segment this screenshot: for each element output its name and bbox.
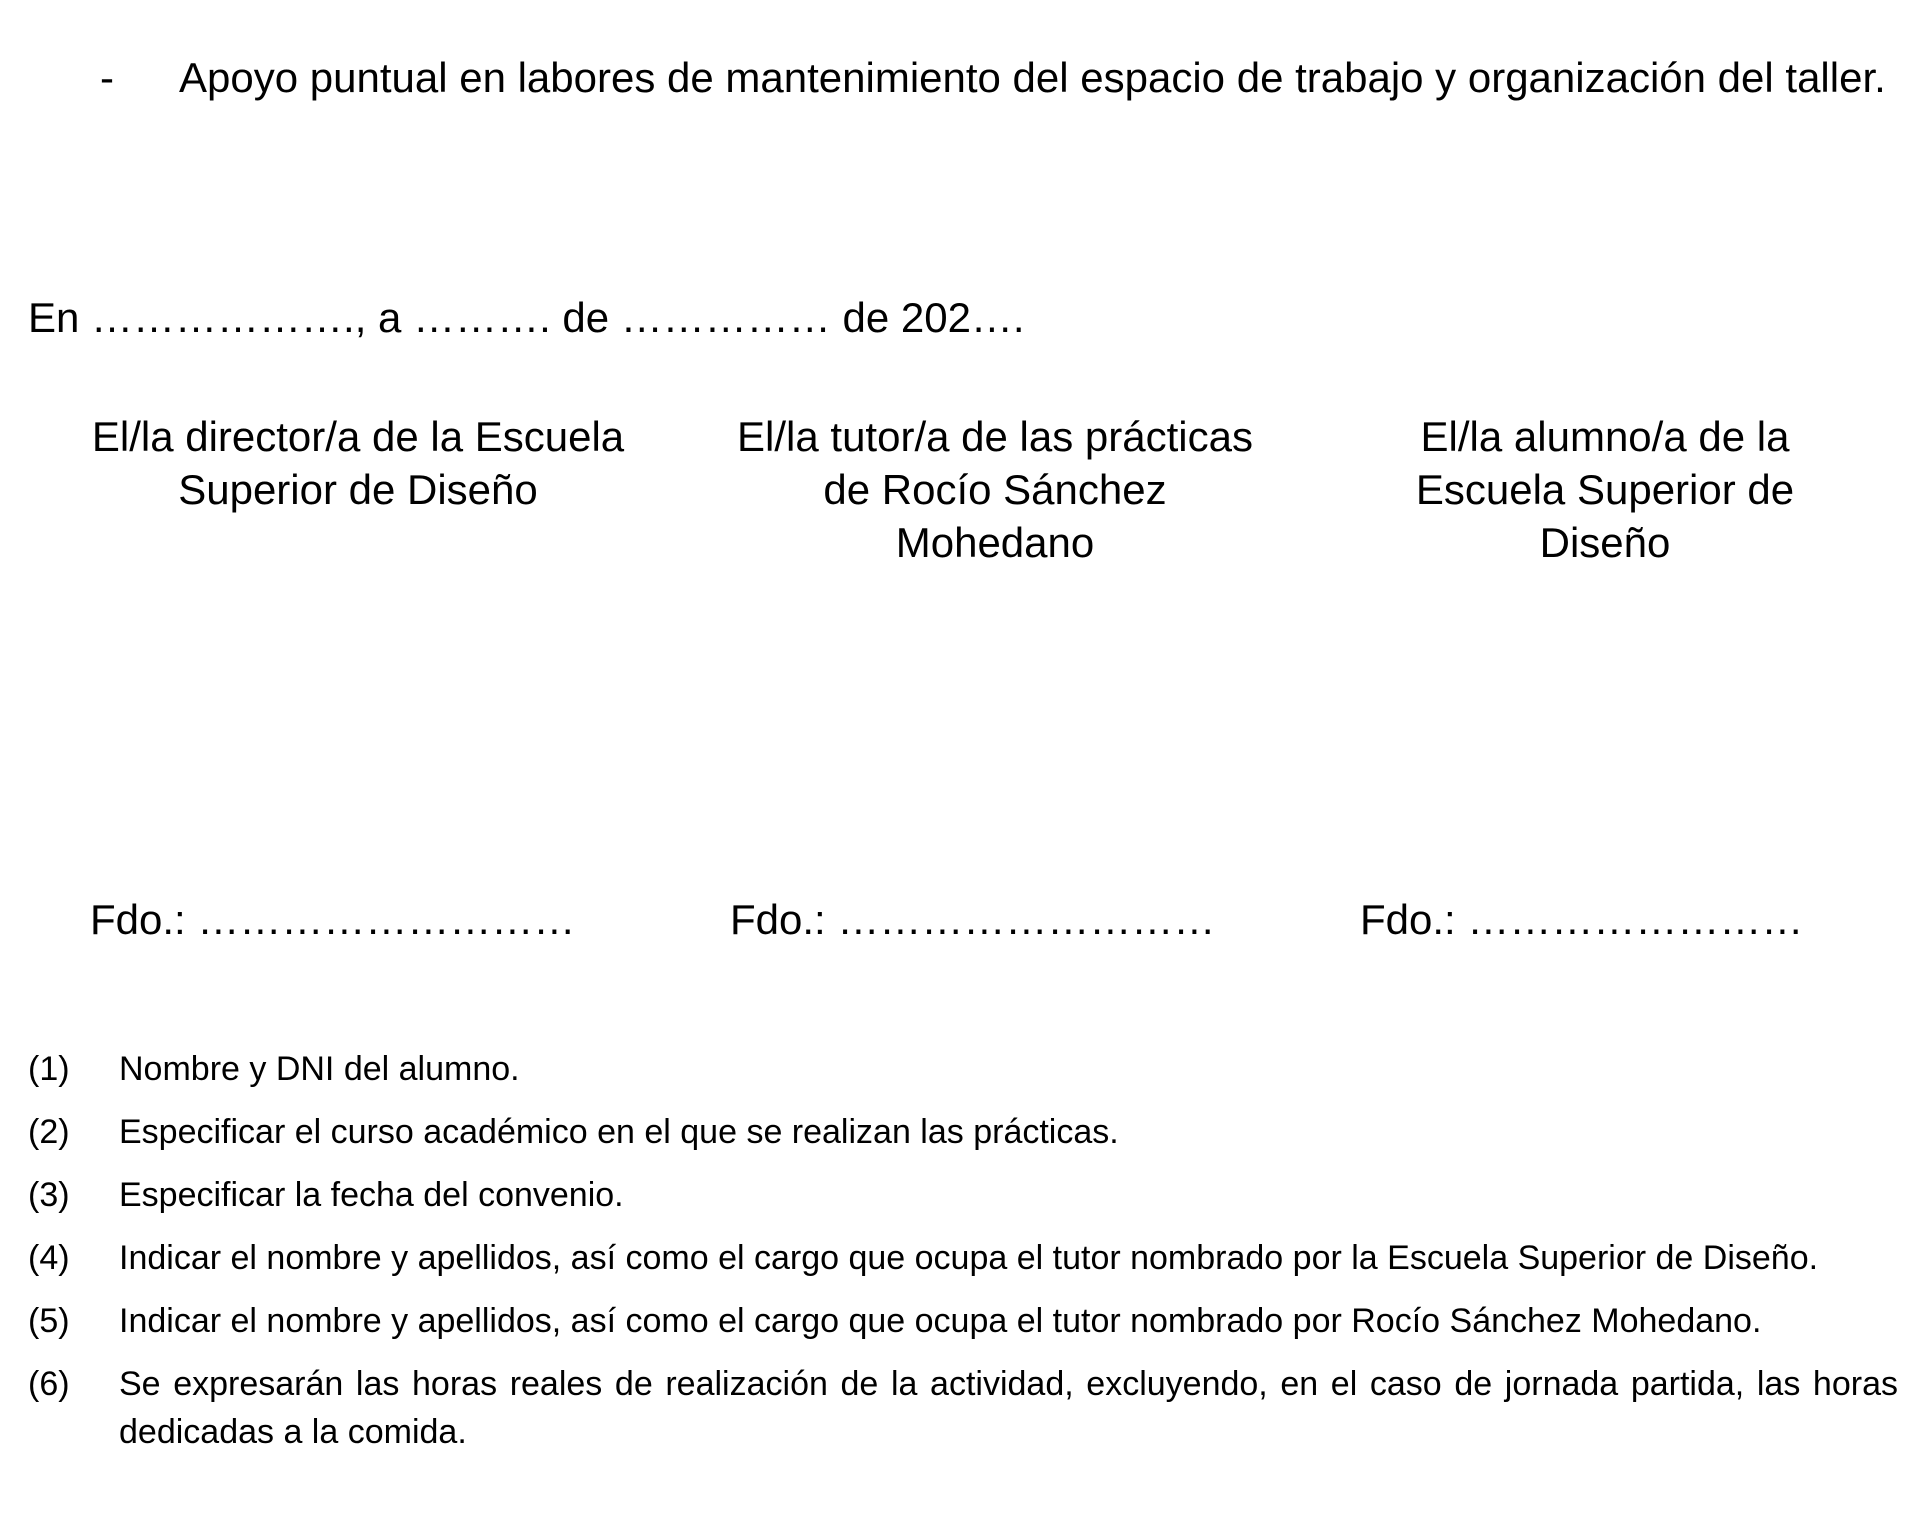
- footnote-number: (2): [28, 1113, 70, 1151]
- footnote-number: (6): [28, 1365, 70, 1403]
- place-date-line: En ………………., a ………. de …………… de 202….: [28, 294, 1025, 341]
- footnote-number: (4): [28, 1239, 70, 1277]
- footnote-item: [28, 1297, 1898, 1345]
- footnote-item: [28, 1360, 1898, 1456]
- footnote-number: (5): [28, 1302, 70, 1340]
- signature-role-line: El/la alumno/a de la: [1420, 413, 1790, 460]
- footnote-number: (3): [28, 1176, 70, 1214]
- signature-line-student: Fdo.: ……………………: [1360, 896, 1804, 943]
- footnote-item: [28, 1171, 1898, 1219]
- signature-role-line: El/la tutor/a de las prácticas: [737, 413, 1253, 460]
- signature-role-line: Escuela Superior de: [1415, 466, 1795, 513]
- footnote-text: Nombre y DNI del alumno.: [119, 1050, 520, 1088]
- footnote-text: Especificar la fecha del convenio.: [119, 1176, 624, 1214]
- bullet-item: [100, 48, 1900, 108]
- footnote-text: Se expresarán las horas reales de realización de la actividad, excluyendo, en el caso de jornada partida, las horas dedicadas a la comida.: [119, 1365, 1898, 1451]
- footnotes: [28, 1045, 1898, 1471]
- bullet-text: Apoyo puntual en labores de mantenimiento del espacio de trabajo y organización del taller.: [179, 54, 1886, 101]
- bullet-marker: -: [100, 54, 114, 101]
- signature-block-director: [48, 410, 668, 516]
- signature-role-line: El/la director/a de la Escuela: [91, 413, 625, 460]
- footnote-text: Indicar el nombre y apellidos, así como el cargo que ocupa el tutor nombrado por la Escuela Superior de Diseño.: [119, 1239, 1819, 1277]
- footnote-item: [28, 1108, 1898, 1156]
- footnote-text: Especificar el curso académico en el que se realizan las prácticas.: [119, 1113, 1119, 1151]
- signature-role-line: Superior de Diseño: [178, 466, 538, 513]
- footnote-number: (1): [28, 1050, 70, 1088]
- signature-role-line: Mohedano: [895, 519, 1095, 566]
- signature-role-line: Diseño: [1539, 519, 1671, 566]
- signature-line-director: Fdo.: ………………………: [90, 896, 576, 943]
- signature-role-line: de Rocío Sánchez: [823, 466, 1167, 513]
- footnote-item: [28, 1045, 1898, 1093]
- signature-block-student: [1360, 410, 1850, 569]
- footnote-text: Indicar el nombre y apellidos, así como el cargo que ocupa el tutor nombrado por Rocío Sánchez Mohedano.: [119, 1302, 1762, 1340]
- signature-line-tutor: Fdo.: ………………………: [730, 896, 1216, 943]
- footnote-item: [28, 1234, 1898, 1282]
- signature-block-tutor: [695, 410, 1295, 569]
